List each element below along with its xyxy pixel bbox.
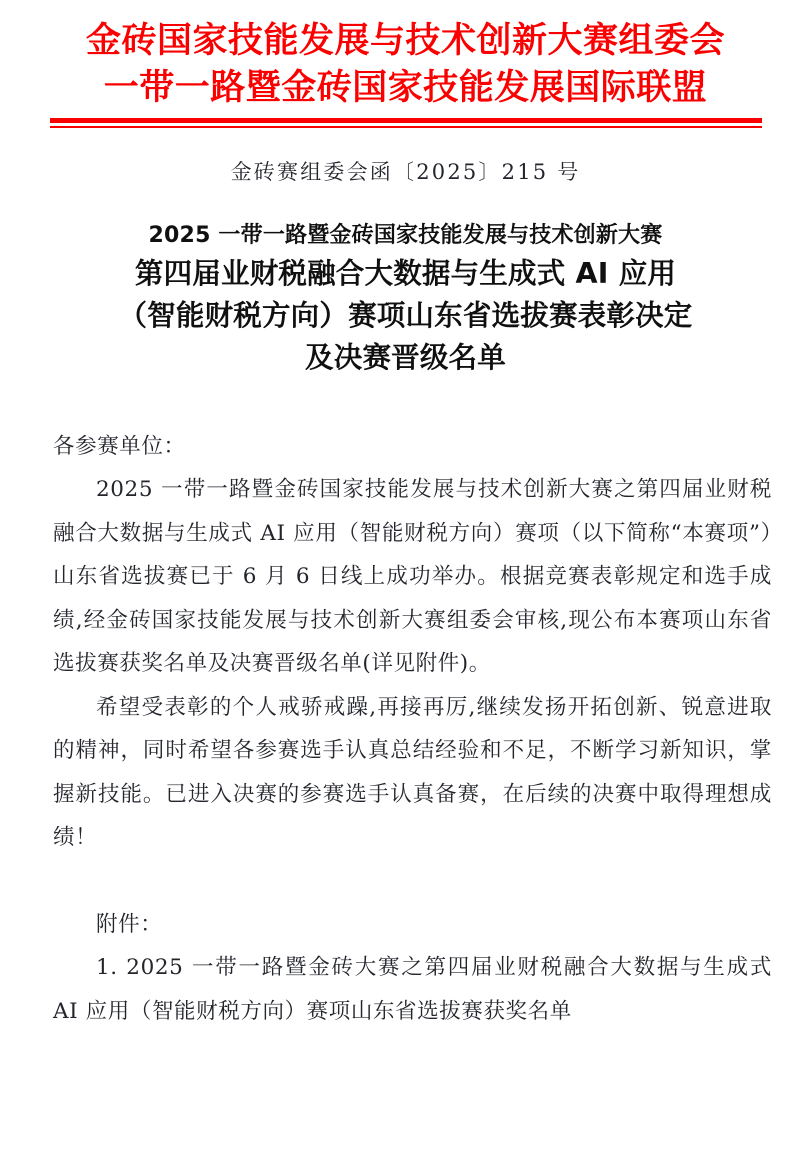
document-title-block [0,219,811,379]
document-body [0,425,811,860]
document-title-line-3: （智能财税方向）赛项山东省选拔赛表彰决定 [118,298,693,332]
rule-thin [50,126,762,128]
attachment-label: 附件： [96,911,163,937]
document-title-line-2: 第四届业财税融合大数据与生成式 AI 应用 [134,256,677,290]
masthead-line-2: 一带一路暨金砖国家技能发展国际联盟 [103,68,708,108]
attachment-item-1: 1. 2025 一带一路暨金砖大赛之第四届业财税融合大数据与生成式 AI 应用（智能财税方向）赛项山东省选拔赛获奖名单 [53,955,772,1024]
body-attachment-spacer [0,860,811,903]
letterhead-masthead [0,0,811,112]
body-paragraph-1: 2025 一带一路暨金砖国家技能发展与技术创新大赛之第四届业财税融合大数据与生成式 AI 应用（智能财税方向）赛项（以下简称“本赛项”）山东省选拔赛已于 6 月 6 日线上成功举办。根据竞赛表彰规定和选手成绩,经金砖国家技能发展与技术创新大赛组委会审核,现公布本赛项山东省选拔赛获奖名单及决赛晋级名单(详见附件)。 [53,477,772,676]
masthead-line-1: 金砖国家技能发展与技术创新大赛组委会 [85,21,725,61]
salutation: 各参赛单位： [53,433,186,459]
document-number: 金砖赛组委会函〔2025〕215 号 [230,159,581,184]
masthead-double-rule [50,118,762,128]
body-paragraph-2: 希望受表彰的个人戒骄戒躁,再接再厉,继续发扬开拓创新、锐意进取的精神，同时希望各参赛选手认真总结经验和不足，不断学习新知识，掌握新技能。已进入决赛的参赛选手认真备赛，在后续的决赛中取得理想成绩！ [53,694,772,850]
attachment-block [0,903,811,1034]
document-title-line-4: 及决赛晋级名单 [305,340,506,374]
document-title-line-1: 2025 一带一路暨金砖国家技能发展与技术创新大赛 [148,222,663,248]
